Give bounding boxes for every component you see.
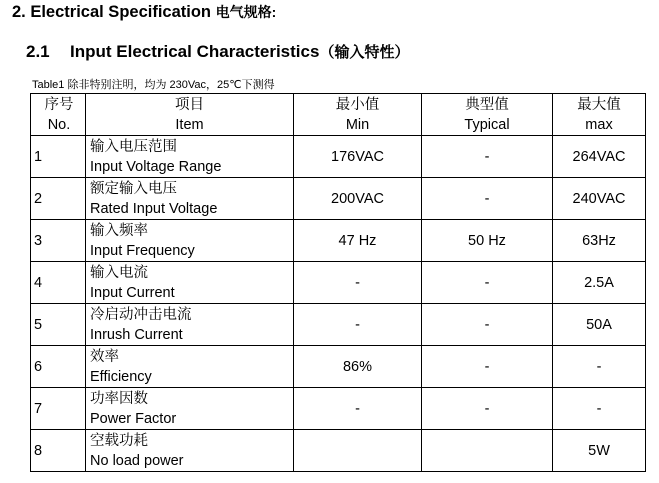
- row-min: 176VAC: [294, 136, 422, 178]
- row-item: 输入电压范围 Input Voltage Range: [86, 136, 294, 178]
- input-characteristics-table: [30, 93, 646, 472]
- row-typical: 50 Hz: [422, 220, 553, 262]
- row-item: 输入频率 Input Frequency: [86, 220, 294, 262]
- row-no: 7: [31, 388, 86, 430]
- table-caption: Table1 除非特别注明，均为 230Vac，25℃下测得: [32, 79, 275, 91]
- row-no: 4: [31, 262, 86, 304]
- subsection-title-cn: （输入特性）: [319, 44, 410, 61]
- row-max: -: [553, 346, 646, 388]
- row-max: 50A: [553, 304, 646, 346]
- subsection-title-en: Input Electrical Characteristics: [70, 42, 320, 61]
- row-no: 2: [31, 178, 86, 220]
- row-max: 2.5A: [553, 262, 646, 304]
- table-row: [31, 220, 646, 262]
- row-no: 3: [31, 220, 86, 262]
- row-no: 5: [31, 304, 86, 346]
- row-min: 47 Hz: [294, 220, 422, 262]
- row-item: 输入电流 Input Current: [86, 262, 294, 304]
- table-header-row: [31, 94, 646, 136]
- row-min: 200VAC: [294, 178, 422, 220]
- row-min: -: [294, 262, 422, 304]
- table-row: [31, 430, 646, 472]
- header-min: 最小值 Min: [294, 94, 422, 136]
- row-no: 1: [31, 136, 86, 178]
- header-item: 项目 Item: [86, 94, 294, 136]
- header-max: 最大值 max: [553, 94, 646, 136]
- row-typical: -: [422, 346, 553, 388]
- row-typical: -: [422, 304, 553, 346]
- row-max: 63Hz: [553, 220, 646, 262]
- subsection-heading: [26, 41, 409, 62]
- row-typical: -: [422, 178, 553, 220]
- row-max: -: [553, 388, 646, 430]
- header-no: 序号 No.: [31, 94, 86, 136]
- row-typical: -: [422, 388, 553, 430]
- row-typical: [422, 430, 553, 472]
- row-item: 效率 Efficiency: [86, 346, 294, 388]
- row-item: 空载功耗 No load power: [86, 430, 294, 472]
- row-max: 264VAC: [553, 136, 646, 178]
- row-min: [294, 430, 422, 472]
- table-row: [31, 304, 646, 346]
- row-min: -: [294, 388, 422, 430]
- row-typical: -: [422, 136, 553, 178]
- row-max: 5W: [553, 430, 646, 472]
- row-item: 额定输入电压 Rated Input Voltage: [86, 178, 294, 220]
- section-heading: [12, 2, 276, 22]
- row-min: 86%: [294, 346, 422, 388]
- row-item: 冷启动冲击电流 Inrush Current: [86, 304, 294, 346]
- row-max: 240VAC: [553, 178, 646, 220]
- section-title-en: 2. Electrical Specification: [12, 3, 216, 21]
- row-min: -: [294, 304, 422, 346]
- row-no: 6: [31, 346, 86, 388]
- table-row: [31, 262, 646, 304]
- row-item: 功率因数 Power Factor: [86, 388, 294, 430]
- header-typical: 典型值 Typical: [422, 94, 553, 136]
- row-no: 8: [31, 430, 86, 472]
- table-row: [31, 136, 646, 178]
- table-row: [31, 388, 646, 430]
- row-typical: -: [422, 262, 553, 304]
- subsection-number: 2.1: [26, 42, 50, 61]
- section-title-cn: 电气规格:: [215, 4, 277, 20]
- table-row: [31, 178, 646, 220]
- table-row: [31, 346, 646, 388]
